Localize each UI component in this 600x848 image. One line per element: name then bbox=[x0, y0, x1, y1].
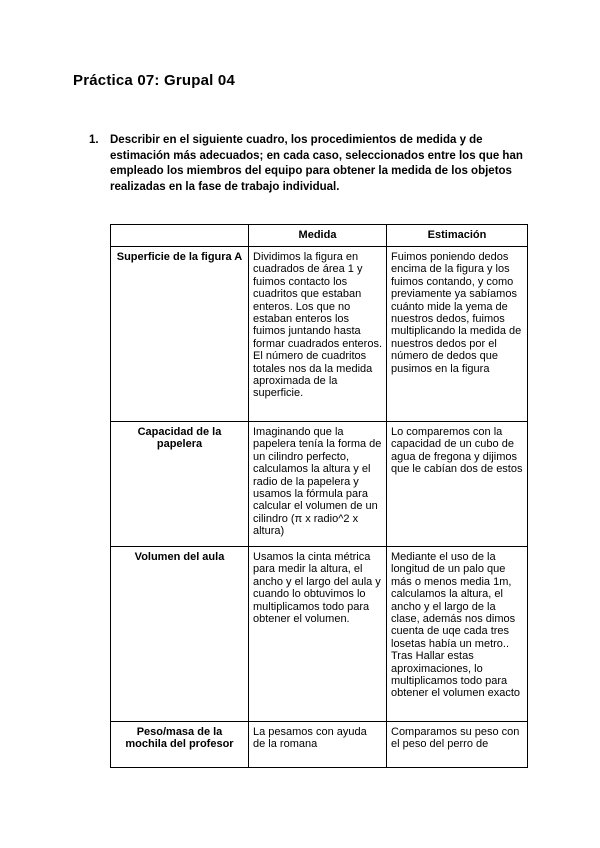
table-row bbox=[111, 247, 528, 422]
question-text: Describir en el siguiente cuadro, los procedimientos de medida y de estimación más adecuados; en cada caso, seleccionados entre los que han empleado los miembros del equipo para obtener la medida de los objetos realizadas en la fase de trabajo individual. bbox=[110, 134, 523, 193]
estimacion-cell: Mediante el uso de la longitud de un palo que más o menos media 1m, calculamos la altura, el ancho y el largo de la clase, además nos dimos cuenta de uqe cada tres losetas había un metro.. Tras Hallar estas aproximaciones, lo multiplicamos todo para obtener el volumen exacto bbox=[387, 547, 528, 722]
medida-cell: Dividimos la figura en cuadrados de área 1 y fuimos contacto los cuadritos que estaban enteros. Los que no estaban enteros los fuimos juntando hasta formar cuadrados enteros. El número de cuadritos totales nos da la medida aproximada de la superficie. bbox=[249, 247, 387, 422]
estimacion-cell: Comparamos su peso con el peso del perro de bbox=[387, 722, 528, 768]
page-title: Práctica 07: Grupal 04 bbox=[73, 72, 235, 89]
header-medida: Medida bbox=[249, 225, 387, 247]
header-empty-cell bbox=[111, 225, 249, 247]
table-row bbox=[111, 722, 528, 768]
estimacion-cell: Fuimos poniendo dedos encima de la figura y los fuimos contando, y como previamente ya sabíamos cuánto mide la yema de nuestros dedos, fuimos multiplicando la medida de nuestros dedos por el número de dedos que pusimos en la figura bbox=[387, 247, 528, 422]
row-label: Peso/masa de la mochila del profesor bbox=[111, 722, 249, 768]
question-number: 1. bbox=[89, 134, 99, 146]
medida-cell: Imaginando que la papelera tenía la forma de un cilindro perfecto, calculamos la altura y el radio de la papelera y usamos la fórmula para calcular el volumen de un cilindro (π x radio^2 x altura) bbox=[249, 422, 387, 547]
table-row bbox=[111, 422, 528, 547]
row-label: Volumen del aula bbox=[111, 547, 249, 722]
row-label: Capacidad de la papelera bbox=[111, 422, 249, 547]
row-label: Superficie de la figura A bbox=[111, 247, 249, 422]
header-estimacion: Estimación bbox=[387, 225, 528, 247]
table-header-row bbox=[111, 225, 528, 247]
table-row bbox=[111, 547, 528, 722]
estimacion-cell: Lo comparemos con la capacidad de un cubo de agua de fregona y dijimos que le cabían dos de estos bbox=[387, 422, 528, 547]
medida-cell: La pesamos con ayuda de la romana bbox=[249, 722, 387, 768]
question-item bbox=[89, 133, 529, 195]
medida-cell: Usamos la cinta métrica para medir la altura, el ancho y el largo del aula y cuando lo obtuvimos lo multiplicamos todo para obtener el volumen. bbox=[249, 547, 387, 722]
measurement-table bbox=[110, 224, 528, 768]
